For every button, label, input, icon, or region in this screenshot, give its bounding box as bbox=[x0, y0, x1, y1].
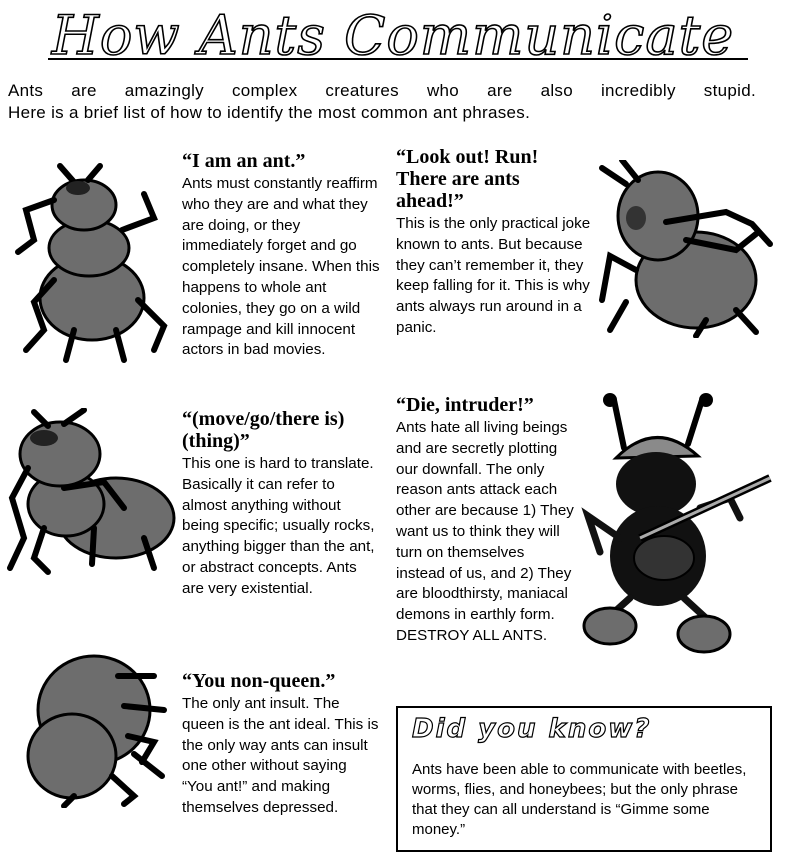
section-body: This is the only practical joke known to ants. But because they can’t remember it, they keep falling for it. This is why ants always run around in a panic. bbox=[396, 215, 591, 336]
ant-standing-illustration bbox=[4, 160, 176, 370]
section-move-go-there-is bbox=[182, 408, 382, 600]
section-you-non-queen bbox=[182, 670, 380, 819]
ant-from-behind-illustration bbox=[14, 636, 174, 808]
ant-peeking-illustration bbox=[596, 160, 780, 338]
section-die-intruder bbox=[396, 394, 576, 647]
section-heading: “Look out! Run! There are ants ahead!” bbox=[396, 146, 539, 212]
section-body: The only ant insult. The queen is the ant ideal. This is the only way ants can insult one other without saying “You ant!” and making themselves depressed. bbox=[182, 695, 379, 816]
title-banner bbox=[0, 0, 786, 76]
intro-line-1: Ants are amazingly complex creatures who are also incredibly stupid. bbox=[8, 81, 756, 100]
section-body: This one is hard to translate. Basically it can refer to almost anything without being specific; usually rocks, anything bigger than the ant, or abstract concepts. Ants are very existential. bbox=[182, 455, 375, 597]
section-body: Ants hate all living beings and are secretly plotting our downfall. The only reason ants attack each other are because 1) They want us to think they will turn on themselves instead of us, and 2) They are bloodthirsty, maniacal demons in earthly form. DESTROY ALL ANTS. bbox=[396, 419, 574, 644]
did-you-know-body: Ants have been able to communicate with beetles, worms, flies, and honeybees; but the only phrase that they can all understand is “Gimme some money.” bbox=[412, 761, 747, 838]
section-i-am-an-ant bbox=[182, 150, 382, 361]
did-you-know-heading: Did you know? bbox=[412, 714, 652, 744]
section-heading: “I am an ant.” bbox=[182, 150, 306, 172]
title-underline bbox=[48, 58, 748, 60]
ant-crouching-illustration bbox=[4, 408, 180, 578]
did-you-know-box bbox=[396, 706, 772, 852]
ant-soldier-with-guitar-illustration bbox=[580, 388, 784, 660]
intro-paragraph bbox=[8, 80, 756, 124]
section-look-out-run bbox=[396, 146, 592, 339]
section-heading: “(move/go/there is) (thing)” bbox=[182, 408, 345, 452]
section-body: Ants must constantly reaffirm who they are and what they are doing, or they immediately forget and go completely insane. When this happens to whole ant colonies, they go on a wild rampage and kill innocent actors in bad movies. bbox=[182, 175, 380, 359]
page-title: How Ants Communicate bbox=[51, 4, 735, 67]
intro-line-2: Here is a brief list of how to identify the most common ant phrases. bbox=[8, 103, 531, 122]
section-heading: “You non-queen.” bbox=[182, 670, 336, 692]
section-heading: “Die, intruder!” bbox=[396, 394, 534, 416]
